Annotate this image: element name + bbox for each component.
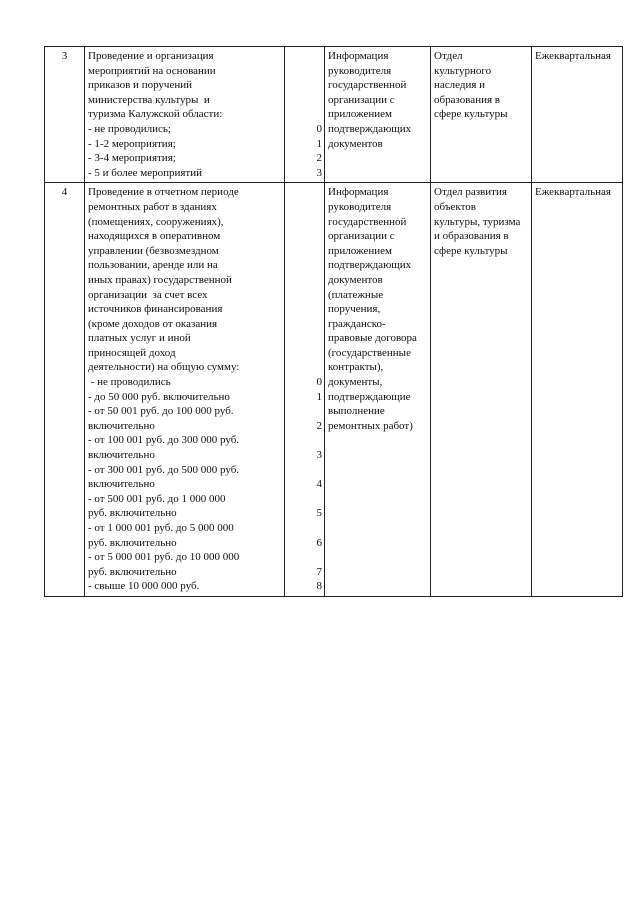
text-line: Отдел [434, 50, 463, 62]
text-line: приложением [328, 108, 392, 121]
text-line: сфере культуры [434, 108, 508, 121]
text-line: (платежные [328, 288, 384, 301]
text-line: 1 [316, 137, 322, 150]
text-line: - не проводились; [88, 122, 171, 135]
department-text [434, 185, 528, 258]
text-line: 5 [316, 507, 322, 520]
text-line [288, 492, 322, 507]
text-line: и образования в [434, 230, 509, 243]
text-line [288, 302, 322, 317]
text-line: - от 1 000 001 руб. до 5 000 000 [88, 522, 234, 534]
criteria-text [88, 49, 281, 180]
text-line: включительно [88, 419, 155, 432]
table-body [45, 47, 623, 597]
text-line: гражданско- [328, 317, 386, 330]
text-line: руб. включительно [88, 507, 177, 520]
criteria-cell [85, 47, 285, 183]
text-line [288, 404, 322, 419]
text-line: (государственные [328, 346, 411, 359]
text-line: включительно [88, 449, 155, 462]
text-line: - от 100 001 руб. до 300 000 руб. [88, 434, 240, 447]
text-line: Отдел развития [434, 186, 507, 199]
row-number: 4 [61, 186, 68, 199]
text-line: руководителя [328, 200, 392, 213]
text-line: - до 50 000 руб. включительно [88, 390, 230, 403]
text-line: 1 [316, 390, 322, 403]
points-values [288, 185, 322, 594]
text-line [288, 331, 322, 346]
table-row [45, 183, 623, 597]
text-line [288, 49, 322, 64]
text-line: - от 5 000 001 руб. до 10 000 000 [88, 551, 240, 564]
text-line [288, 93, 322, 108]
text-line [288, 78, 322, 93]
text-line: 8 [316, 580, 322, 593]
text-line: подтверждающих [328, 122, 412, 135]
text-line: документов [328, 273, 383, 286]
text-line [288, 550, 322, 565]
text-line: 0 [316, 122, 322, 135]
text-line: Информация [328, 186, 389, 199]
text-line: ремонтных работ) [328, 419, 413, 432]
text-line: министерства культуры и [88, 93, 210, 106]
department-cell [431, 47, 532, 183]
department-text [434, 49, 528, 122]
text-line: (кроме доходов от оказания [88, 317, 218, 330]
text-line: документы, [328, 376, 383, 389]
text-line: организации с [328, 93, 395, 106]
text-line: приносящей доход [88, 346, 176, 359]
text-line [288, 107, 322, 122]
text-line: - от 50 001 руб. до 100 000 руб. [88, 405, 234, 418]
text-line [288, 360, 322, 375]
text-line [288, 288, 322, 303]
text-line: туризма Калужской области: [88, 108, 223, 121]
text-line: государственной [328, 79, 407, 92]
text-line: деятельности) на общую сумму: [88, 361, 240, 374]
text-line: - от 500 001 руб. до 1 000 000 [88, 492, 226, 505]
text-line: руб. включительно [88, 536, 177, 549]
text-line: руб. включительно [88, 565, 177, 578]
text-line: образования в [434, 93, 500, 106]
text-line [288, 258, 322, 273]
text-line [288, 273, 322, 288]
text-line: Информация [328, 50, 389, 62]
text-line: организации с [328, 230, 395, 243]
text-line: документов [328, 137, 383, 150]
text-line: - свыше 10 000 000 руб. [88, 580, 200, 593]
text-line [288, 185, 322, 200]
text-line [288, 215, 322, 230]
text-line [288, 433, 322, 448]
text-line: приложением [328, 244, 392, 257]
text-line: - 3-4 мероприятия; [88, 152, 176, 165]
text-line [288, 244, 322, 259]
table-row [45, 47, 623, 183]
text-line: наследия и [434, 79, 486, 92]
text-line: 3 [316, 449, 322, 462]
points-cell [285, 47, 325, 183]
text-line: выполнение [328, 405, 385, 418]
text-line: объектов [434, 200, 476, 213]
text-line: сфере культуры [434, 244, 508, 257]
criteria-table [44, 46, 623, 597]
text-line [288, 64, 322, 79]
text-line: - не проводились [88, 376, 171, 389]
text-line: подтверждающих [328, 259, 412, 272]
text-line: - 5 и более мероприятий [88, 166, 203, 179]
text-line: управлении (безвозмездном [88, 244, 219, 257]
periodicity-cell [532, 183, 623, 597]
text-line: правовые договора [328, 332, 417, 345]
points-values [288, 49, 322, 180]
text-line [288, 317, 322, 332]
text-line: Проведение в отчетном периоде [88, 186, 239, 199]
text-line: 4 [316, 478, 322, 491]
text-line: платных услуг и иной [88, 332, 191, 345]
text-line: приказов и поручений [88, 79, 193, 92]
source-text [328, 185, 427, 433]
source-cell [325, 183, 431, 597]
text-line: Проведение и организация [88, 50, 214, 62]
text-line: государственной [328, 215, 407, 228]
periodicity-cell [532, 47, 623, 183]
text-line [288, 463, 322, 478]
text-line: поручения, [328, 303, 381, 316]
text-line: 3 [316, 166, 322, 179]
text-line: культуры, туризма [434, 215, 521, 228]
text-line: 6 [316, 536, 322, 549]
text-line [288, 521, 322, 536]
points-cell [285, 183, 325, 597]
text-line: - 1-2 мероприятия; [88, 137, 176, 150]
source-cell [325, 47, 431, 183]
text-line: - от 300 001 руб. до 500 000 руб. [88, 463, 240, 476]
row-number: 3 [61, 50, 68, 62]
text-line: ремонтных работ в зданиях [88, 200, 217, 213]
text-line: 7 [316, 565, 322, 578]
text-line: руководителя [328, 64, 392, 77]
text-line: контракты), [328, 361, 384, 374]
text-line: источников финансирования [88, 303, 223, 316]
text-line: находящихся в оперативном [88, 230, 221, 243]
text-line: культурного [434, 64, 492, 77]
text-line: 2 [316, 152, 322, 165]
text-line: включительно [88, 478, 155, 491]
text-line [288, 346, 322, 361]
text-line: (помещениях, сооружениях), [88, 215, 224, 228]
text-line: мероприятий на основании [88, 64, 216, 77]
source-text [328, 49, 427, 151]
text-line: иных правах) государственной [88, 273, 232, 286]
row-number-cell [45, 47, 85, 183]
text-line: пользовании, аренде или на [88, 259, 218, 272]
criteria-text [88, 185, 281, 594]
row-number-cell [45, 183, 85, 597]
text-line [288, 229, 322, 244]
periodicity-text: Ежеквартальная [535, 50, 611, 62]
department-cell [431, 183, 532, 597]
periodicity-text: Ежеквартальная [535, 186, 611, 199]
criteria-cell [85, 183, 285, 597]
text-line: организации за счет всех [88, 288, 208, 301]
text-line: 2 [316, 419, 322, 432]
text-line: 0 [316, 376, 322, 389]
text-line [288, 200, 322, 215]
text-line: подтверждающие [328, 390, 411, 403]
